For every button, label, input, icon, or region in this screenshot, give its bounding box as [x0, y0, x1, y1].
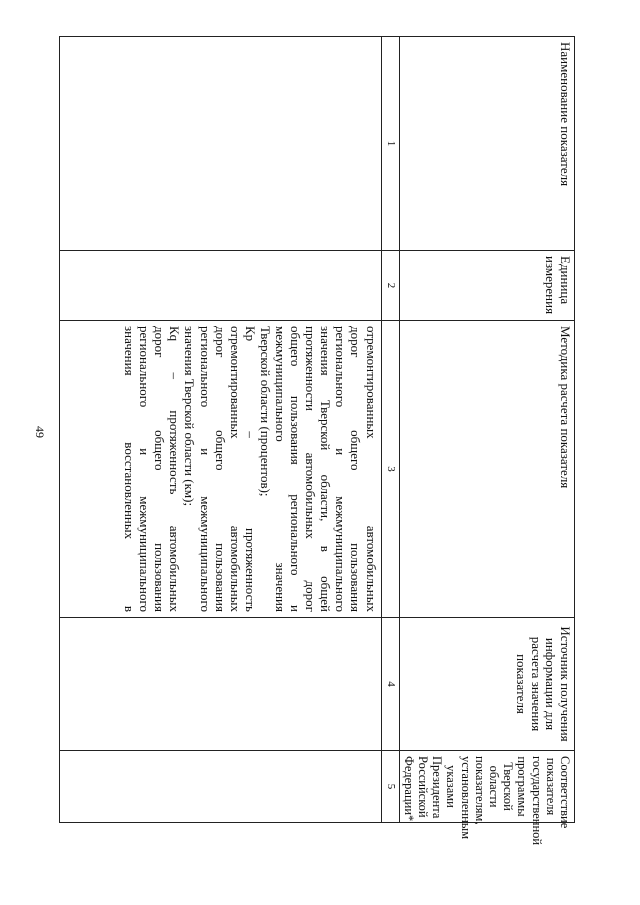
method-line: дорог общего пользования [212, 326, 228, 612]
method-line: общего пользования регионального и [288, 326, 304, 612]
table-header-row [399, 37, 574, 823]
method-line: дорог общего пользования [348, 326, 364, 612]
cell-unit [60, 251, 382, 321]
method-line: значения Тверской области, в общей [318, 326, 334, 612]
method-line: межмуниципального значения [273, 326, 288, 612]
header-compliance: Соответствие показателя государственной программы Тверской области показателям, установленным указами Президента Российской Федерации* [399, 751, 574, 823]
method-line: регионального и межмуниципального [197, 326, 213, 612]
method-line: регионального и межмуниципального [333, 326, 349, 612]
method-line: отремонтированных автомобильных [227, 326, 243, 612]
header-indicator-name: Наименование показателя [399, 37, 574, 251]
cell-method [60, 321, 382, 618]
column-number: 2 [381, 251, 399, 321]
method-line: дорог общего пользования [152, 326, 168, 612]
indicator-table [59, 36, 575, 846]
cell-compliance [60, 751, 382, 823]
cell-source [60, 618, 382, 751]
method-line: Тверской области (процентов); [257, 326, 273, 497]
method-line: Кр – протяженность [242, 326, 258, 612]
method-line: регионального и межмуниципального [137, 326, 153, 612]
header-method: Методика расчета показателя [399, 321, 574, 618]
column-number: 4 [381, 618, 399, 751]
column-number: 3 [381, 321, 399, 618]
method-line: значения Тверской области (км); [182, 326, 198, 507]
method-line: протяженности автомобильных дорог [303, 326, 319, 612]
column-number: 5 [381, 751, 399, 823]
page-number: 49 [33, 426, 47, 438]
cell-indicator-name [60, 37, 382, 251]
column-number-row [381, 37, 399, 823]
table-row [60, 37, 382, 823]
method-line: отремонтированных автомобильных [363, 326, 379, 612]
column-number: 1 [381, 37, 399, 251]
method-line: Кq – протяженность автомобильных [167, 326, 183, 612]
method-line: значения восстановленных в [122, 326, 138, 612]
header-unit: Единица измерения [399, 251, 574, 321]
rotated-table-sheet [59, 36, 575, 846]
header-source: Источник получения информации для расчета значения показателя [399, 618, 574, 751]
